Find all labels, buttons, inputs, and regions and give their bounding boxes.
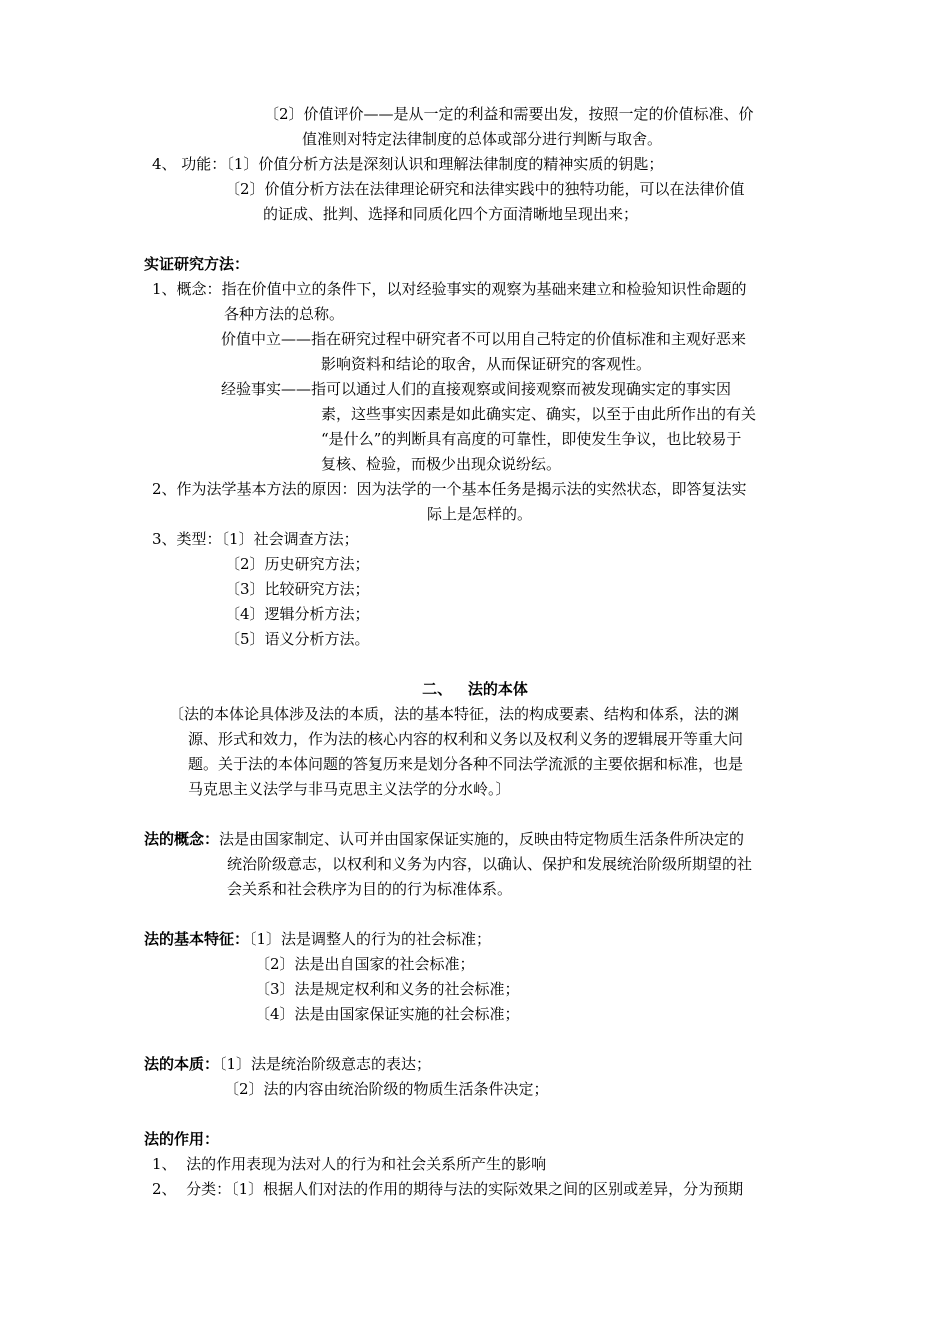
value-neutral-line-2: 影响资料和结论的取舍，从而保证研究的客观性。	[321, 355, 652, 373]
empirical-heading: 实证研究方法：	[144, 255, 250, 273]
law-concept-line-3: 会关系和社会秩序为目的的行为标准体系。	[227, 880, 513, 898]
law-concept-line-1	[144, 829, 744, 849]
types-prefix: 3、类型：	[152, 530, 222, 548]
empirical-fact-line-3: “是什么”的判断具有高度的可靠性，即使发生争议，也比较易于	[321, 430, 742, 448]
ontology-intro-line-1: 〔法的本体论具体涉及法的本质，法的基本特征，法的构成要素、结构和体系，法的渊	[169, 705, 740, 723]
ontology-intro-line-3: 题。关于法的本体问题的答复历来是划分各种不同法学流派的主要依据和标准，也是	[188, 755, 744, 773]
empirical-fact-line-2: 素，这些事实因素是如此确实定、确实，以至于由此所作出的有关	[321, 405, 757, 423]
law-concept-label: 法的概念：	[144, 830, 220, 848]
features-item-1: 〔1〕法是调整人的行为的社会标准；	[249, 930, 492, 948]
essence-item-2: 〔2〕法的内容由统治阶级的物质生活条件决定；	[224, 1080, 549, 1098]
function-item-1	[152, 154, 663, 174]
role-item-2: 2、 分类：〔1〕根据人们对法的作用的期待与法的实际效果之间的区别或差异，分为预期	[152, 1180, 744, 1198]
role-heading: 法的作用：	[144, 1130, 220, 1148]
empirical-types-item-3: 〔3〕比较研究方法；	[225, 580, 370, 598]
function-item-2-line-2: 的证成、批判、选择和同质化四个方面清晰地呈现出来；	[263, 205, 639, 223]
function-text-1: 〔1〕价值分析方法是深刻认识和理解法律制度的精神实质的钥匙；	[226, 155, 664, 173]
function-prefix: 4、 功能：	[152, 155, 227, 173]
empirical-reason-line-1: 2、作为法学基本方法的原因：因为法学的一个基本任务是揭示法的实然状态，即答复法实	[152, 480, 747, 498]
role-item-1: 1、 法的作用表现为法对人的行为和社会关系所产生的影响	[152, 1155, 547, 1173]
empirical-fact-line-4: 复核、检验，而极少出现众说纷纭。	[321, 455, 562, 473]
features-line-1	[144, 929, 491, 949]
essence-line-1	[144, 1054, 431, 1074]
features-item-2: 〔2〕法是出自国家的社会标准；	[255, 955, 475, 973]
empirical-concept-line-1: 1、概念：指在价值中立的条件下，以对经验事实的观察为基础来建立和检验知识性命题的	[152, 280, 747, 298]
evaluation-line-2: 值准则对特定法律制度的总体或部分进行判断与取舍。	[302, 130, 663, 148]
types-text-1: 〔1〕社会调查方法；	[221, 530, 359, 548]
essence-item-1: 〔1〕法是统治阶级意志的表达；	[219, 1055, 432, 1073]
function-item-2-line-1: 〔2〕价值分析方法在法律理论研究和法律实践中的独特功能，可以在法律价值	[225, 180, 745, 198]
value-neutral-line-1: 价值中立——指在研究过程中研究者不可以用自己特定的价值标准和主观好恶来	[221, 330, 747, 348]
features-item-4: 〔4〕法是由国家保证实施的社会标准；	[255, 1005, 520, 1023]
law-concept-line-2: 统治阶级意志，以权利和义务为内容，以确认、保护和发展统治阶级所期望的社	[227, 855, 753, 873]
empirical-reason-line-2: 际上是怎样的。	[427, 505, 533, 523]
empirical-types-item-5: 〔5〕语义分析方法。	[225, 630, 370, 648]
essence-label: 法的本质：	[144, 1055, 220, 1073]
ontology-heading: 二、 法的本体	[422, 680, 528, 698]
law-concept-text-1: 法是由国家制定、认可并由国家保证实施的，反映由特定物质生活条件所决定的	[219, 830, 745, 848]
empirical-fact-line-1: 经验事实——指可以通过人们的直接观察或间接观察而被发现确实定的事实因	[221, 380, 732, 398]
empirical-concept-line-2: 各种方法的总称。	[224, 305, 345, 323]
features-label: 法的基本特征：	[144, 930, 250, 948]
empirical-types-item-2: 〔2〕历史研究方法；	[225, 555, 370, 573]
empirical-types-item-1	[152, 529, 359, 549]
empirical-types-item-4: 〔4〕逻辑分析方法；	[225, 605, 370, 623]
ontology-intro-line-2: 源、形式和效力，作为法的核心内容的权利和义务以及权利义务的逻辑展开等重大问	[188, 730, 744, 748]
features-item-3: 〔3〕法是规定权利和义务的社会标准；	[255, 980, 520, 998]
ontology-intro-line-4: 马克思主义法学与非马克思主义法学的分水岭。〕	[188, 780, 511, 798]
evaluation-line-1: 〔2〕价值评价——是从一定的利益和需要出发，按照一定的价值标准、价	[264, 105, 754, 123]
